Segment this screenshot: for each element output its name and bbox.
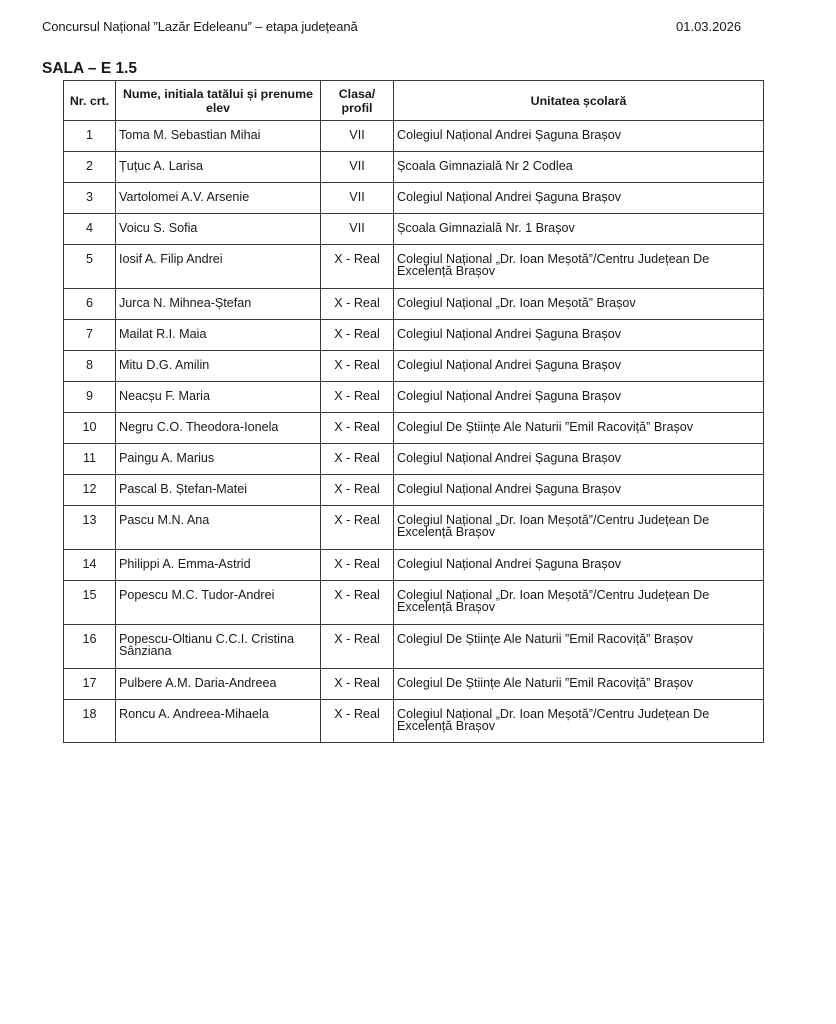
cell-name: Toma M. Sebastian Mihai [116,121,321,152]
cell-name: Pascu M.N. Ana [116,506,321,550]
column-header-name: Nume, initiala tatălui și prenume elev [116,81,321,121]
cell-nr: 9 [64,382,116,413]
cell-class: X - Real [321,550,394,581]
cell-class: VII [321,121,394,152]
table-row [64,214,764,245]
cell-nr: 3 [64,183,116,214]
cell-name: Popescu M.C. Tudor-Andrei [116,581,321,625]
table-row [64,289,764,320]
cell-class: VII [321,214,394,245]
cell-school: Colegiul Național Andrei Șaguna Brașov [394,320,764,351]
cell-class: X - Real [321,669,394,700]
cell-nr: 14 [64,550,116,581]
cell-name: Vartolomei A.V. Arsenie [116,183,321,214]
cell-name: Țuțuc A. Larisa [116,152,321,183]
table-header-row [64,81,764,121]
cell-nr: 18 [64,700,116,743]
cell-school: Colegiul Național Andrei Șaguna Brașov [394,121,764,152]
cell-nr: 5 [64,245,116,289]
cell-name: Mitu D.G. Amilin [116,351,321,382]
table-row [64,183,764,214]
cell-school: Colegiul Național „Dr. Ioan Meșotă”/Centru Județean De Excelență Brașov [394,506,764,550]
cell-class: VII [321,183,394,214]
cell-nr: 7 [64,320,116,351]
cell-school: Colegiul Național Andrei Șaguna Brașov [394,183,764,214]
cell-class: X - Real [321,581,394,625]
document-title: Concursul Național ”Lazăr Edeleanu” – etapa județeană [42,19,358,34]
cell-name: Popescu-Oltianu C.C.I. Cristina Sânziana [116,625,321,669]
cell-school: Colegiul De Științe Ale Naturii ”Emil Racoviță” Brașov [394,625,764,669]
table-row [64,550,764,581]
cell-name: Mailat R.I. Maia [116,320,321,351]
cell-school: Colegiul Național Andrei Șaguna Brașov [394,475,764,506]
cell-class: X - Real [321,245,394,289]
cell-nr: 16 [64,625,116,669]
cell-name: Iosif A. Filip Andrei [116,245,321,289]
cell-class: X - Real [321,506,394,550]
cell-school: Colegiul Național Andrei Șaguna Brașov [394,382,764,413]
cell-school: Colegiul Național „Dr. Ioan Meșotă”/Centru Județean De Excelență Brașov [394,700,764,743]
cell-name: Paingu A. Marius [116,444,321,475]
table-row [64,506,764,550]
cell-school: Colegiul De Științe Ale Naturii ”Emil Racoviță” Brașov [394,413,764,444]
cell-name: Roncu A. Andreea-Mihaela [116,700,321,743]
students-table [63,80,764,743]
cell-name: Negru C.O. Theodora-Ionela [116,413,321,444]
cell-nr: 1 [64,121,116,152]
cell-school: Colegiul Național Andrei Șaguna Brașov [394,550,764,581]
cell-nr: 11 [64,444,116,475]
table-row [64,351,764,382]
column-header-nr: Nr. crt. [64,81,116,121]
cell-class: X - Real [321,351,394,382]
table-row [64,152,764,183]
cell-class: X - Real [321,475,394,506]
column-header-class: Clasa/ profil [321,81,394,121]
table-row [64,245,764,289]
cell-school: Colegiul De Științe Ale Naturii ”Emil Racoviță” Brașov [394,669,764,700]
cell-nr: 12 [64,475,116,506]
table-row [64,581,764,625]
cell-class: X - Real [321,444,394,475]
cell-nr: 13 [64,506,116,550]
cell-nr: 6 [64,289,116,320]
cell-school: Colegiul Național Andrei Șaguna Brașov [394,351,764,382]
cell-nr: 17 [64,669,116,700]
cell-name: Philippi A. Emma-Astrid [116,550,321,581]
cell-class: X - Real [321,320,394,351]
cell-nr: 2 [64,152,116,183]
cell-class: X - Real [321,413,394,444]
cell-class: X - Real [321,382,394,413]
cell-school: Colegiul Național „Dr. Ioan Meșotă”/Centru Județean De Excelență Brașov [394,581,764,625]
cell-school: Școala Gimnazială Nr. 1 Brașov [394,214,764,245]
column-header-school: Unitatea școlară [394,81,764,121]
cell-name: Pulbere A.M. Daria-Andreea [116,669,321,700]
room-heading: SALA – E 1.5 [42,60,138,77]
cell-name: Neacșu F. Maria [116,382,321,413]
cell-nr: 15 [64,581,116,625]
cell-nr: 10 [64,413,116,444]
table-row [64,444,764,475]
cell-name: Voicu S. Sofia [116,214,321,245]
table-row [64,700,764,743]
table-row [64,475,764,506]
table-row [64,320,764,351]
cell-class: X - Real [321,625,394,669]
cell-school: Colegiul Național „Dr. Ioan Meșotă”/Centru Județean De Excelență Brașov [394,245,764,289]
cell-class: X - Real [321,700,394,743]
table-row [64,625,764,669]
cell-name: Pascal B. Ștefan-Matei [116,475,321,506]
cell-school: Colegiul Național Andrei Șaguna Brașov [394,444,764,475]
table-row [64,413,764,444]
cell-class: X - Real [321,289,394,320]
cell-school: Colegiul Național „Dr. Ioan Meșotă” Brașov [394,289,764,320]
table-row [64,121,764,152]
cell-nr: 4 [64,214,116,245]
table-row [64,669,764,700]
cell-class: VII [321,152,394,183]
document-date: 01.03.2026 [676,19,742,34]
table-row [64,382,764,413]
cell-school: Școala Gimnazială Nr 2 Codlea [394,152,764,183]
cell-name: Jurca N. Mihnea-Ștefan [116,289,321,320]
cell-nr: 8 [64,351,116,382]
